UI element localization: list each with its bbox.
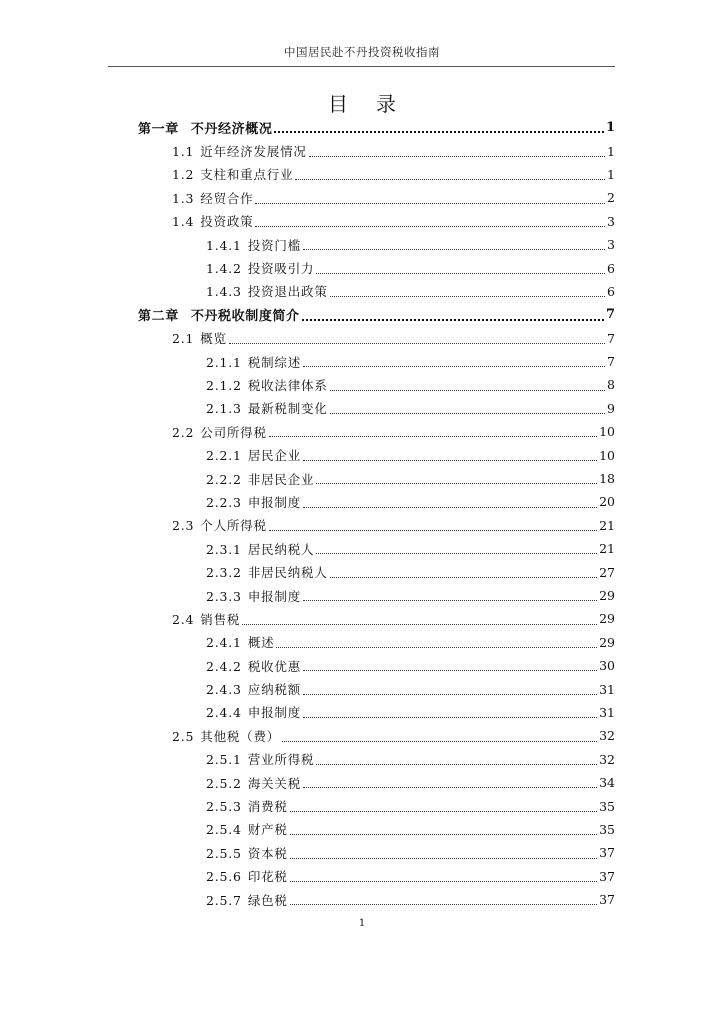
- toc-entry-label: [172, 610, 240, 628]
- dot-leader: [290, 904, 597, 905]
- toc-entry-text: 投资退出政策: [247, 284, 328, 300]
- toc-entry-number: 1.4.2: [206, 261, 242, 277]
- toc-entry-text: 个人所得税: [200, 518, 267, 534]
- header-divider: [108, 66, 615, 67]
- dot-leader: [242, 624, 597, 625]
- toc-entry-page: 8: [607, 377, 615, 393]
- toc-entry-label: [206, 867, 288, 885]
- toc-entry-number: 2.4.3: [206, 682, 242, 698]
- toc-entry-number: 2.5.3: [206, 799, 242, 815]
- dot-leader: [229, 343, 605, 344]
- toc-entry-page: 10: [599, 424, 615, 440]
- toc-subsection[interactable]: [138, 584, 615, 607]
- toc-entry-page: 7: [607, 354, 615, 370]
- dot-leader: [269, 436, 597, 437]
- dot-leader: [290, 881, 597, 882]
- toc-section[interactable]: [138, 186, 615, 209]
- toc-entry-text: 资本税: [247, 845, 288, 861]
- toc-entry-page: 21: [599, 517, 615, 533]
- toc-entry-text: 财产税: [247, 822, 288, 838]
- toc-entry-label: [172, 142, 307, 160]
- dot-leader: [282, 741, 597, 742]
- toc-section[interactable]: [138, 514, 615, 537]
- toc-entry-label: [206, 353, 301, 371]
- dot-leader: [303, 460, 597, 461]
- toc-entry-label: [206, 703, 301, 721]
- toc-entry-number: 第二章: [138, 309, 179, 325]
- toc-entry-text: 税收法律体系: [247, 377, 328, 393]
- toc-entry-text: 居民纳税人: [247, 541, 315, 557]
- dot-leader: [255, 203, 605, 204]
- toc-entry-number: 2.2.2: [206, 471, 242, 487]
- toc-subsection[interactable]: [138, 677, 615, 700]
- dot-leader: [303, 507, 597, 508]
- dot-leader: [303, 670, 597, 671]
- toc-chapter[interactable]: [138, 116, 615, 139]
- toc-entry-number: 1.2: [172, 167, 195, 183]
- toc-entry-text: 近年经济发展情况: [200, 144, 307, 160]
- toc-entry-number: 2.1.1: [206, 354, 242, 370]
- toc-subsection[interactable]: [138, 537, 615, 560]
- table-of-contents: [138, 116, 615, 911]
- toc-entry-number: 1.4.1: [206, 237, 242, 253]
- toc-entry-number: 1.4: [172, 214, 195, 230]
- toc-entry-page: 37: [599, 845, 615, 861]
- toc-entry-page: 1: [607, 166, 615, 182]
- toc-entry-number: 1.1: [172, 144, 195, 160]
- toc-entry-number: 2.2.3: [206, 494, 242, 510]
- toc-subsection[interactable]: [138, 350, 615, 373]
- toc-entry-text: 应纳税额: [247, 682, 302, 698]
- toc-entry-page: 20: [599, 494, 615, 510]
- toc-entry-label: [206, 633, 274, 651]
- toc-subsection[interactable]: [138, 443, 615, 466]
- dot-leader: [330, 577, 597, 578]
- toc-entry-page: 10: [599, 447, 615, 463]
- toc-entry-text: 申报制度: [247, 705, 302, 721]
- toc-subsection[interactable]: [138, 280, 615, 303]
- toc-subsection[interactable]: [138, 373, 615, 396]
- toc-section[interactable]: [138, 210, 615, 233]
- toc-entry-label: [206, 493, 301, 511]
- toc-entry-label: [172, 189, 253, 207]
- toc-entry-number: 2.3.3: [206, 588, 242, 604]
- toc-entry-number: 2.4.1: [206, 635, 242, 651]
- toc-section[interactable]: [138, 724, 615, 747]
- toc-entry-text: 不丹经济概况: [190, 122, 273, 138]
- toc-entry-number: 2.3.2: [206, 565, 242, 581]
- dot-leader: [316, 483, 597, 484]
- toc-entry-page: 7: [607, 330, 615, 346]
- toc-section[interactable]: [138, 420, 615, 443]
- toc-entry-text: 税收优惠: [247, 658, 302, 674]
- toc-entry-text: 投资吸引力: [247, 261, 315, 277]
- toc-entry-text: 居民企业: [247, 448, 302, 464]
- toc-entry-page: 32: [599, 751, 615, 767]
- toc-entry-number: 2.2.1: [206, 448, 242, 464]
- toc-entry-label: [206, 376, 328, 394]
- toc-entry-text: 概述: [247, 635, 275, 651]
- toc-entry-number: 2.3: [172, 518, 195, 534]
- toc-entry-page: 2: [607, 190, 615, 206]
- toc-entry-number: 2.3.1: [206, 541, 242, 557]
- toc-entry-label: [206, 844, 288, 862]
- toc-entry-text: 税制综述: [247, 354, 302, 370]
- toc-entry-text: 支柱和重点行业: [200, 167, 294, 183]
- toc-entry-page: 34: [599, 775, 615, 791]
- dot-leader: [303, 600, 597, 601]
- toc-entry-text: 海关关税: [247, 775, 302, 791]
- toc-entry-number: 2.5.7: [206, 892, 242, 908]
- toc-section[interactable]: [138, 163, 615, 186]
- toc-entry-label: [206, 891, 288, 909]
- toc-entry-page: 6: [607, 283, 615, 299]
- toc-subsection[interactable]: [138, 631, 615, 654]
- toc-entry-page: 7: [605, 307, 615, 323]
- toc-entry-label: [138, 305, 300, 324]
- toc-entry-page: 31: [599, 704, 615, 720]
- toc-entry-number: 2.2: [172, 424, 195, 440]
- toc-entry-text: 公司所得税: [200, 424, 267, 440]
- toc-entry-text: 投资门槛: [247, 237, 302, 253]
- toc-entry-page: 9: [607, 400, 615, 416]
- toc-entry-label: [206, 797, 288, 815]
- dot-leader: [303, 366, 605, 367]
- dot-leader: [302, 319, 604, 321]
- dot-leader: [276, 647, 597, 648]
- dot-leader: [316, 553, 597, 554]
- running-header: 中国居民赴不丹投资税收指南: [284, 45, 440, 59]
- toc-entry-text: 概览: [200, 331, 227, 347]
- toc-entry-label: [172, 727, 280, 745]
- toc-subsection[interactable]: [138, 701, 615, 724]
- toc-entry-text: 绿色税: [247, 892, 288, 908]
- toc-entry-label: [206, 820, 288, 838]
- toc-section[interactable]: [138, 327, 615, 350]
- dot-leader: [309, 156, 605, 157]
- toc-entry-number: 2.4.4: [206, 705, 242, 721]
- toc-subsection[interactable]: [138, 794, 615, 817]
- dot-leader: [269, 530, 597, 531]
- toc-entry-label: [138, 118, 272, 137]
- toc-entry-label: [206, 680, 301, 698]
- toc-entry-text: 非居民企业: [247, 471, 315, 487]
- toc-entry-page: 1: [605, 120, 615, 136]
- toc-entry-number: 1.3: [172, 190, 195, 206]
- toc-subsection[interactable]: [138, 654, 615, 677]
- toc-entry-page: 29: [599, 634, 615, 650]
- toc-entry-label: [206, 587, 301, 605]
- toc-entry-number: 2.4.2: [206, 658, 242, 674]
- page-number: 1: [358, 918, 366, 929]
- toc-entry-label: [172, 212, 253, 230]
- toc-entry-page: 27: [599, 564, 615, 580]
- toc-entry-label: [206, 446, 301, 464]
- toc-chapter[interactable]: [138, 303, 615, 326]
- toc-entry-text: 销售税: [200, 611, 241, 627]
- toc-entry-page: 30: [599, 658, 615, 674]
- dot-leader: [330, 390, 605, 391]
- toc-entry-page: 18: [599, 471, 615, 487]
- toc-title: 目录: [328, 92, 424, 116]
- toc-subsection[interactable]: [138, 490, 615, 513]
- toc-entry-page: 29: [599, 588, 615, 603]
- dot-leader: [316, 273, 605, 274]
- toc-entry-page: 3: [607, 237, 615, 253]
- toc-entry-number: 2.5.6: [206, 869, 242, 885]
- toc-entry-page: 32: [599, 728, 615, 744]
- dot-leader: [303, 694, 597, 695]
- toc-section[interactable]: [138, 139, 615, 162]
- dot-leader: [290, 858, 597, 859]
- toc-entry-page: 31: [599, 681, 615, 697]
- toc-entry-text: 其他税（费）: [200, 728, 281, 744]
- toc-entry-label: [206, 399, 328, 417]
- dot-leader: [303, 717, 597, 718]
- toc-entry-page: 37: [599, 892, 615, 908]
- toc-entry-label: [206, 657, 301, 675]
- toc-entry-number: 2.5: [172, 728, 195, 744]
- dot-leader: [295, 179, 605, 180]
- toc-entry-number: 2.1.3: [206, 401, 242, 417]
- toc-entry-text: 不丹税收制度简介: [190, 309, 300, 325]
- toc-entry-page: 6: [607, 260, 615, 276]
- toc-entry-number: 2.4: [172, 611, 195, 627]
- toc-entry-text: 印花税: [247, 869, 288, 885]
- dot-leader: [290, 834, 597, 835]
- dot-leader: [303, 249, 605, 250]
- toc-entry-label: [206, 540, 314, 558]
- toc-entry-page: 1: [607, 143, 615, 159]
- toc-entry-page: 35: [599, 821, 615, 837]
- toc-entry-label: [206, 563, 328, 581]
- toc-subsection[interactable]: [138, 560, 615, 583]
- toc-entry-number: 1.4.3: [206, 284, 242, 300]
- toc-entry-number: 2.5.5: [206, 845, 242, 861]
- dot-leader: [290, 811, 597, 812]
- toc-subsection[interactable]: [138, 818, 615, 841]
- toc-subsection[interactable]: [138, 888, 615, 911]
- toc-entry-number: 第一章: [138, 122, 179, 138]
- toc-entry-number: 2.5.1: [206, 752, 242, 768]
- toc-subsection[interactable]: [138, 748, 615, 771]
- toc-entry-page: 29: [599, 611, 615, 627]
- toc-entry-page: 21: [599, 541, 615, 557]
- toc-subsection[interactable]: [138, 865, 615, 888]
- toc-entry-label: [206, 282, 328, 300]
- toc-entry-label: [206, 750, 314, 768]
- toc-entry-label: [172, 165, 293, 183]
- toc-entry-number: 2.1.2: [206, 377, 242, 393]
- toc-entry-label: [172, 423, 267, 441]
- toc-entry-label: [206, 259, 314, 277]
- toc-subsection[interactable]: [138, 256, 615, 279]
- toc-subsection[interactable]: [138, 771, 615, 794]
- toc-entry-text: 申报制度: [247, 494, 302, 510]
- dot-leader: [303, 787, 597, 788]
- toc-subsection[interactable]: [138, 233, 615, 256]
- toc-entry-number: 2.5.2: [206, 775, 242, 791]
- toc-subsection[interactable]: [138, 397, 615, 420]
- toc-entry-number: 2.1: [172, 331, 195, 347]
- dot-leader: [316, 764, 597, 765]
- dot-leader: [330, 296, 605, 297]
- toc-section[interactable]: [138, 607, 615, 630]
- toc-entry-label: [172, 329, 227, 347]
- toc-entry-page: 35: [599, 798, 615, 814]
- toc-entry-text: 营业所得税: [247, 752, 315, 768]
- toc-entry-number: 2.5.4: [206, 822, 242, 838]
- toc-entry-label: [172, 516, 267, 534]
- dot-leader: [255, 226, 605, 227]
- toc-entry-label: [206, 236, 301, 254]
- toc-entry-label: [206, 470, 314, 488]
- dot-leader: [330, 413, 605, 414]
- toc-entry-text: 投资政策: [200, 214, 254, 230]
- toc-subsection[interactable]: [138, 467, 615, 490]
- toc-entry-text: 消费税: [247, 799, 288, 815]
- toc-entry-page: 3: [607, 213, 615, 229]
- toc-entry-text: 经贸合作: [200, 190, 254, 206]
- toc-entry-label: [206, 774, 301, 792]
- toc-subsection[interactable]: [138, 841, 615, 864]
- dot-leader: [274, 131, 604, 133]
- toc-entry-page: 37: [599, 868, 615, 884]
- toc-entry-text: 最新税制变化: [247, 401, 328, 417]
- toc-entry-text: 申报制度: [247, 588, 302, 604]
- toc-entry-text: 非居民纳税人: [247, 565, 328, 581]
